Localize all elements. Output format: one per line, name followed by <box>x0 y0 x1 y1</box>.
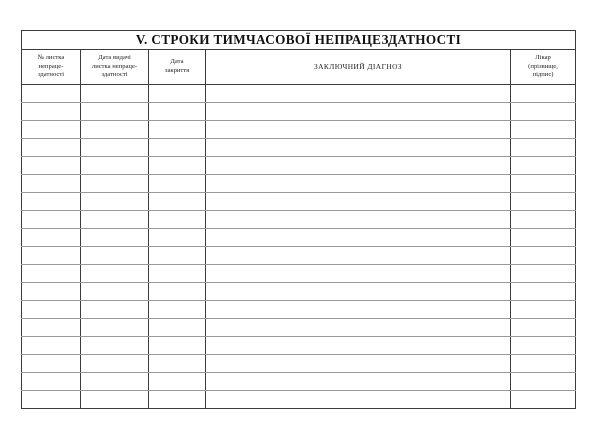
table-row[interactable] <box>22 391 576 409</box>
cell-doctor[interactable] <box>511 157 576 175</box>
cell-doctor[interactable] <box>511 337 576 355</box>
table-row[interactable] <box>22 337 576 355</box>
cell-close_date[interactable] <box>149 103 206 121</box>
table-row[interactable] <box>22 103 576 121</box>
cell-sheet_number[interactable] <box>22 121 81 139</box>
table-row[interactable] <box>22 373 576 391</box>
table-row[interactable] <box>22 229 576 247</box>
cell-sheet_number[interactable] <box>22 85 81 103</box>
cell-final_diagnosis[interactable] <box>206 157 511 175</box>
cell-sheet_number[interactable] <box>22 211 81 229</box>
cell-doctor[interactable] <box>511 355 576 373</box>
column-header-final-diagnosis <box>206 50 511 85</box>
cell-sheet_number[interactable] <box>22 193 81 211</box>
cell-issue_date[interactable] <box>81 175 149 193</box>
table-row[interactable] <box>22 283 576 301</box>
cell-issue_date[interactable] <box>81 121 149 139</box>
cell-final_diagnosis[interactable] <box>206 391 511 409</box>
cell-sheet_number[interactable] <box>22 355 81 373</box>
header-line: здатності <box>37 71 65 79</box>
header-line: Дата <box>170 58 184 66</box>
cell-sheet_number[interactable] <box>22 301 81 319</box>
header-line: Дата видачі <box>98 54 131 62</box>
cell-final_diagnosis[interactable] <box>206 211 511 229</box>
cell-doctor[interactable] <box>511 85 576 103</box>
header-line: здатності <box>101 71 128 79</box>
cell-sheet_number[interactable] <box>22 175 81 193</box>
cell-doctor[interactable] <box>511 139 576 157</box>
cell-close_date[interactable] <box>149 121 206 139</box>
table-header-row <box>22 50 576 85</box>
table-row[interactable] <box>22 157 576 175</box>
cell-issue_date[interactable] <box>81 355 149 373</box>
cell-doctor[interactable] <box>511 373 576 391</box>
column-header-close-date <box>149 50 206 85</box>
column-header-sheet-number <box>22 50 81 85</box>
cell-issue_date[interactable] <box>81 247 149 265</box>
cell-sheet_number[interactable] <box>22 283 81 301</box>
cell-close_date[interactable] <box>149 355 206 373</box>
table-row[interactable] <box>22 121 576 139</box>
cell-sheet_number[interactable] <box>22 157 81 175</box>
header-line: Лікар <box>535 54 551 62</box>
cell-issue_date[interactable] <box>81 103 149 121</box>
table-row[interactable] <box>22 355 576 373</box>
cell-final_diagnosis[interactable] <box>206 175 511 193</box>
cell-close_date[interactable] <box>149 391 206 409</box>
cell-doctor[interactable] <box>511 283 576 301</box>
cell-issue_date[interactable] <box>81 193 149 211</box>
cell-issue_date[interactable] <box>81 319 149 337</box>
cell-close_date[interactable] <box>149 373 206 391</box>
cell-doctor[interactable] <box>511 247 576 265</box>
cell-sheet_number[interactable] <box>22 337 81 355</box>
table-title-row <box>22 31 576 50</box>
cell-final_diagnosis[interactable] <box>206 229 511 247</box>
cell-sheet_number[interactable] <box>22 103 81 121</box>
cell-sheet_number[interactable] <box>22 247 81 265</box>
cell-doctor[interactable] <box>511 121 576 139</box>
cell-close_date[interactable] <box>149 283 206 301</box>
cell-close_date[interactable] <box>149 193 206 211</box>
cell-final_diagnosis[interactable] <box>206 265 511 283</box>
cell-issue_date[interactable] <box>81 139 149 157</box>
cell-sheet_number[interactable] <box>22 373 81 391</box>
cell-final_diagnosis[interactable] <box>206 283 511 301</box>
cell-close_date[interactable] <box>149 139 206 157</box>
cell-issue_date[interactable] <box>81 373 149 391</box>
column-header-issue-date <box>81 50 149 85</box>
cell-doctor[interactable] <box>511 265 576 283</box>
header-line: закриття <box>164 67 190 74</box>
cell-close_date[interactable] <box>149 337 206 355</box>
cell-close_date[interactable] <box>149 157 206 175</box>
cell-close_date[interactable] <box>149 265 206 283</box>
temporary-disability-form <box>21 30 575 392</box>
header-line: листка непраце- <box>91 62 138 70</box>
cell-doctor[interactable] <box>511 391 576 409</box>
cell-close_date[interactable] <box>149 319 206 337</box>
cell-sheet_number[interactable] <box>22 265 81 283</box>
cell-doctor[interactable] <box>511 175 576 193</box>
cell-issue_date[interactable] <box>81 229 149 247</box>
table-row[interactable] <box>22 139 576 157</box>
cell-close_date[interactable] <box>149 175 206 193</box>
cell-doctor[interactable] <box>511 229 576 247</box>
table-row[interactable] <box>22 85 576 103</box>
cell-final_diagnosis[interactable] <box>206 139 511 157</box>
cell-sheet_number[interactable] <box>22 391 81 409</box>
cell-close_date[interactable] <box>149 247 206 265</box>
header-line: (прізвище, <box>528 62 558 70</box>
cell-final_diagnosis[interactable] <box>206 85 511 103</box>
cell-close_date[interactable] <box>149 301 206 319</box>
header-line: № листка <box>37 54 65 62</box>
header-line: ЗАКЛЮЧНИЙ ДІАГНОЗ <box>313 61 403 71</box>
cell-final_diagnosis[interactable] <box>206 103 511 121</box>
cell-issue_date[interactable] <box>81 337 149 355</box>
cell-issue_date[interactable] <box>81 301 149 319</box>
cell-final_diagnosis[interactable] <box>206 373 511 391</box>
column-header-doctor <box>511 50 576 85</box>
cell-issue_date[interactable] <box>81 391 149 409</box>
table-row[interactable] <box>22 319 576 337</box>
cell-final_diagnosis[interactable] <box>206 337 511 355</box>
table-row[interactable] <box>22 247 576 265</box>
cell-final_diagnosis[interactable] <box>206 319 511 337</box>
cell-issue_date[interactable] <box>81 211 149 229</box>
cell-doctor[interactable] <box>511 319 576 337</box>
cell-doctor[interactable] <box>511 193 576 211</box>
table-row[interactable] <box>22 193 576 211</box>
cell-issue_date[interactable] <box>81 85 149 103</box>
cell-doctor[interactable] <box>511 211 576 229</box>
cell-final_diagnosis[interactable] <box>206 247 511 265</box>
table-row[interactable] <box>22 265 576 283</box>
cell-close_date[interactable] <box>149 211 206 229</box>
cell-issue_date[interactable] <box>81 157 149 175</box>
cell-close_date[interactable] <box>149 229 206 247</box>
cell-sheet_number[interactable] <box>22 319 81 337</box>
header-line: підпис) <box>532 71 554 79</box>
disability-periods-table <box>21 30 576 409</box>
cell-final_diagnosis[interactable] <box>206 121 511 139</box>
table-row[interactable] <box>22 301 576 319</box>
cell-final_diagnosis[interactable] <box>206 193 511 211</box>
cell-doctor[interactable] <box>511 301 576 319</box>
cell-close_date[interactable] <box>149 85 206 103</box>
page-title: V. СТРОКИ ТИМЧАСОВОЇ НЕПРАЦЕЗДАТНОСТІ <box>22 31 576 50</box>
cell-doctor[interactable] <box>511 103 576 121</box>
cell-sheet_number[interactable] <box>22 139 81 157</box>
table-row[interactable] <box>22 175 576 193</box>
table-row[interactable] <box>22 211 576 229</box>
header-line: непраце- <box>38 62 64 70</box>
cell-final_diagnosis[interactable] <box>206 355 511 373</box>
cell-final_diagnosis[interactable] <box>206 301 511 319</box>
cell-sheet_number[interactable] <box>22 229 81 247</box>
cell-issue_date[interactable] <box>81 283 149 301</box>
cell-issue_date[interactable] <box>81 265 149 283</box>
